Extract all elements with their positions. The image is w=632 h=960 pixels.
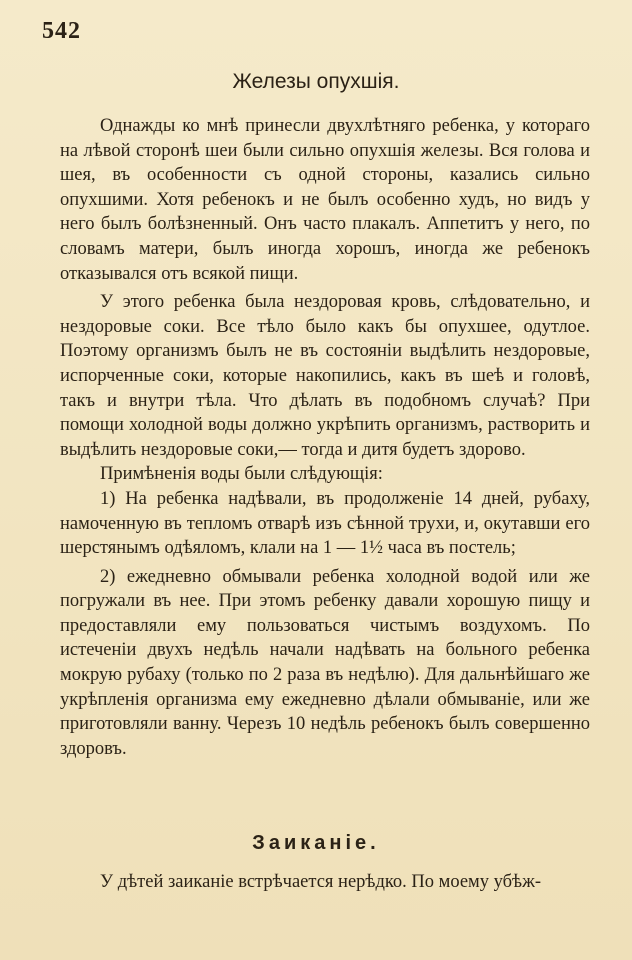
page-number: 542 xyxy=(42,18,81,44)
section-title: Железы опухшія. xyxy=(232,70,400,93)
list-item: 2) ежедневно обмывали ребенка холодной водой или же погружали въ нее. При этомъ ребенку давали хорошую пищу и предоставляли ему пользоваться чистымъ воздухомъ. По истеченіи двухъ недѣль начали надѣвать на больного ребенка мокрую рубаху (только по 2 раза въ недѣлю). Для дальнѣйшаго же укрѣпленія организма ему ежедневно дѣлали обмываніе, или же приготовляли ванну. Черезъ 10 недѣль ребенокъ былъ совершенно здоровъ. xyxy=(60,566,590,759)
paragraph: У дѣтей заиканіе встрѣчается нерѣдко. По моему убѣж- xyxy=(100,872,542,892)
list-item: 1) На ребенка надѣвали, въ продолженіе 14 дней, рубаху, намоченную въ тепломъ отварѣ изъ сѣнной трухи, и, окутавши его шерстянымъ одѣяломъ, клали на 1 — 1½ часа въ постель; xyxy=(60,488,590,559)
section-title: Заиканіе. xyxy=(252,832,380,854)
section-body xyxy=(60,870,590,895)
paragraph: Однажды ко мнѣ принесли двухлѣтняго ребенка, у котораго на лѣвой сторонѣ шеи были сильно опухшія железы. Вся голова и шея, въ особенности съ одной стороны, казались сильно опухшими. Хотя ребенокъ и не былъ особенно худъ, но видъ у него былъ болѣзненный. Онъ часто плакалъ. Аппетитъ у него, по словамъ матери, былъ иногда хорошъ, иногда же ребенокъ отказывался отъ всякой пищи. xyxy=(60,116,590,284)
paragraph: У этого ребенка была нездоровая кровь, слѣдовательно, и нездоровые соки. Все тѣло было какъ бы опухшее, одутлое. Поэтому организмъ былъ не въ состояніи выдѣлить нездоровые, испорченные соки, которые накопились, какъ въ шеѣ и головѣ, такъ и внутри тѣла. Что дѣлать въ подобномъ случаѣ? При помощи холодной воды должно укрѣпить организмъ, растворить и выдѣлить нездоровые соки,— тогда и дитя будетъ здорово. xyxy=(60,292,590,460)
paragraph: Примѣненія воды были слѣдующія: xyxy=(100,464,383,485)
section-body xyxy=(60,114,590,761)
